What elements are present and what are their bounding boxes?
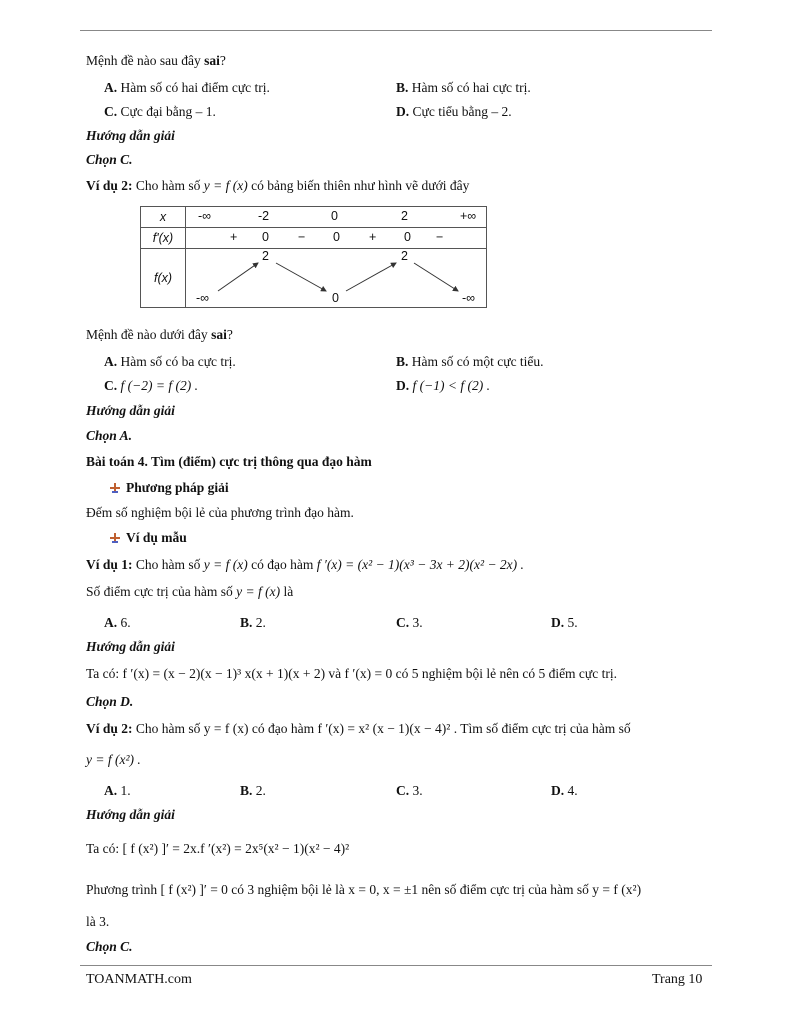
bbt-f-limit-left: -∞	[196, 291, 210, 305]
footer-page-number: Trang 10	[652, 972, 703, 987]
bbt-x-value: +∞	[460, 209, 477, 223]
variation-table	[140, 206, 487, 308]
bbt-f-limit-right: -∞	[462, 291, 476, 305]
ex2b-answer: Chọn C.	[86, 939, 133, 954]
bullet-marker-icon	[110, 531, 120, 541]
q2-prompt: Mệnh đề nào dưới đây sai?	[86, 327, 233, 342]
bbt-x-value: -2	[258, 209, 270, 223]
footer-site: TOANMATH.com	[86, 972, 192, 987]
bbt-sign: 0	[262, 230, 269, 244]
ex1-option-b: B. 2.	[240, 615, 266, 630]
ex2b-option-d: D. 4.	[551, 783, 578, 798]
bbt-f-min: 0	[332, 291, 339, 305]
ex2b-option-a: A. 1.	[104, 783, 131, 798]
ex1-answer: Chọn D.	[86, 694, 134, 709]
bbt-sign: 0	[333, 230, 340, 244]
bullet-marker-icon	[110, 481, 120, 491]
q1-answer: Chọn C.	[86, 152, 133, 167]
bbt-f-max-right: 2	[401, 249, 408, 263]
bbt-fprime-label: f'(x)	[141, 228, 186, 249]
bbt-x-label: x	[141, 207, 186, 228]
header-rule	[80, 30, 712, 31]
q2-guide-heading: Hướng dẫn giải	[86, 403, 175, 418]
bbt-sign: +	[230, 230, 238, 244]
bbt-sign: +	[369, 230, 377, 244]
bbt-f-label: f(x)	[141, 249, 186, 308]
example2b-func: y = f (x²) .	[86, 752, 141, 767]
ex2b-solution-2: Phương trình [ f (x²) ]′ = 0 có 3 nghiệm bội lẻ là x = 0, x = ±1 nên số điểm cực trị của hàm số y = f (x²)	[86, 882, 642, 897]
section-title: Bài toán 4. Tìm (điểm) cực trị thông qua đạo hàm	[86, 454, 372, 469]
q2-answer: Chọn A.	[86, 428, 133, 443]
ex2b-option-b: B. 2.	[240, 783, 266, 798]
example1-intro: Ví dụ 1: Cho hàm số y = f (x) có đạo hàm f ′(x) = (x² − 1)(x³ − 3x + 2)(x² − 2x) .	[86, 557, 524, 572]
bbt-x-value: 0	[331, 209, 338, 223]
q1-prompt: Mệnh đề nào sau đây sai?	[86, 53, 226, 68]
ex1-guide-heading: Hướng dẫn giải	[86, 639, 175, 654]
ex2b-guide-heading: Hướng dẫn giải	[86, 807, 175, 822]
examples-heading: Ví dụ mẫu	[110, 530, 187, 546]
q2-option-a: A. Hàm số có ba cực trị.	[104, 354, 236, 369]
bbt-arrows	[186, 249, 486, 307]
bbt-sign: −	[298, 230, 306, 244]
ex1-solution: Ta có: f ′(x) = (x − 2)(x − 1)³ x(x + 1)(x + 2) và f ′(x) = 0 có 5 nghiệm bội lẻ nên có 5 điểm cực trị.	[86, 666, 617, 681]
example2b-intro: Ví dụ 2: Cho hàm số y = f (x) có đạo hàm f ′(x) = x² (x − 1)(x − 4)² . Tìm số điểm cực trị của hàm số	[86, 721, 631, 736]
bbt-sign: 0	[404, 230, 411, 244]
q1-option-b: B. Hàm số có hai cực trị.	[396, 80, 531, 95]
bbt-sign: −	[436, 230, 444, 244]
q2-option-b: B. Hàm số có một cực tiểu.	[396, 354, 544, 369]
q1-option-c: C. Cực đại bằng – 1.	[104, 104, 216, 119]
ex2b-option-c: C. 3.	[396, 783, 423, 798]
bbt-x-value: -∞	[198, 209, 212, 223]
footer-rule	[80, 965, 712, 966]
example2-intro: Ví dụ 2: Cho hàm số y = f (x) có bảng biến thiên như hình vẽ dưới đây	[86, 178, 470, 193]
bbt-f-max-left: 2	[262, 249, 269, 263]
q1-option-a: A. Hàm số có hai điểm cực trị.	[104, 80, 270, 95]
ex2b-solution-1: Ta có: [ f (x²) ]′ = 2x.f ′(x²) = 2x⁵(x² − 1)(x² − 4)²	[86, 841, 350, 856]
q2-option-d: D. f (−1) < f (2) .	[396, 378, 490, 393]
q1-guide-heading: Hướng dẫn giải	[86, 128, 175, 143]
bbt-x-value: 2	[401, 209, 408, 223]
q1-option-d: D. Cực tiểu bằng – 2.	[396, 104, 512, 119]
ex1-option-d: D. 5.	[551, 615, 578, 630]
ex1-option-a: A. 6.	[104, 615, 131, 630]
ex1-option-c: C. 3.	[396, 615, 423, 630]
q2-option-c: C. f (−2) = f (2) .	[104, 378, 198, 393]
method-heading: Phương pháp giải	[110, 480, 229, 496]
ex2b-solution-3: là 3.	[86, 914, 110, 929]
method-text: Đếm số nghiệm bội lẻ của phương trình đạo hàm.	[86, 505, 354, 520]
example1-question: Số điểm cực trị của hàm số y = f (x) là	[86, 584, 294, 599]
